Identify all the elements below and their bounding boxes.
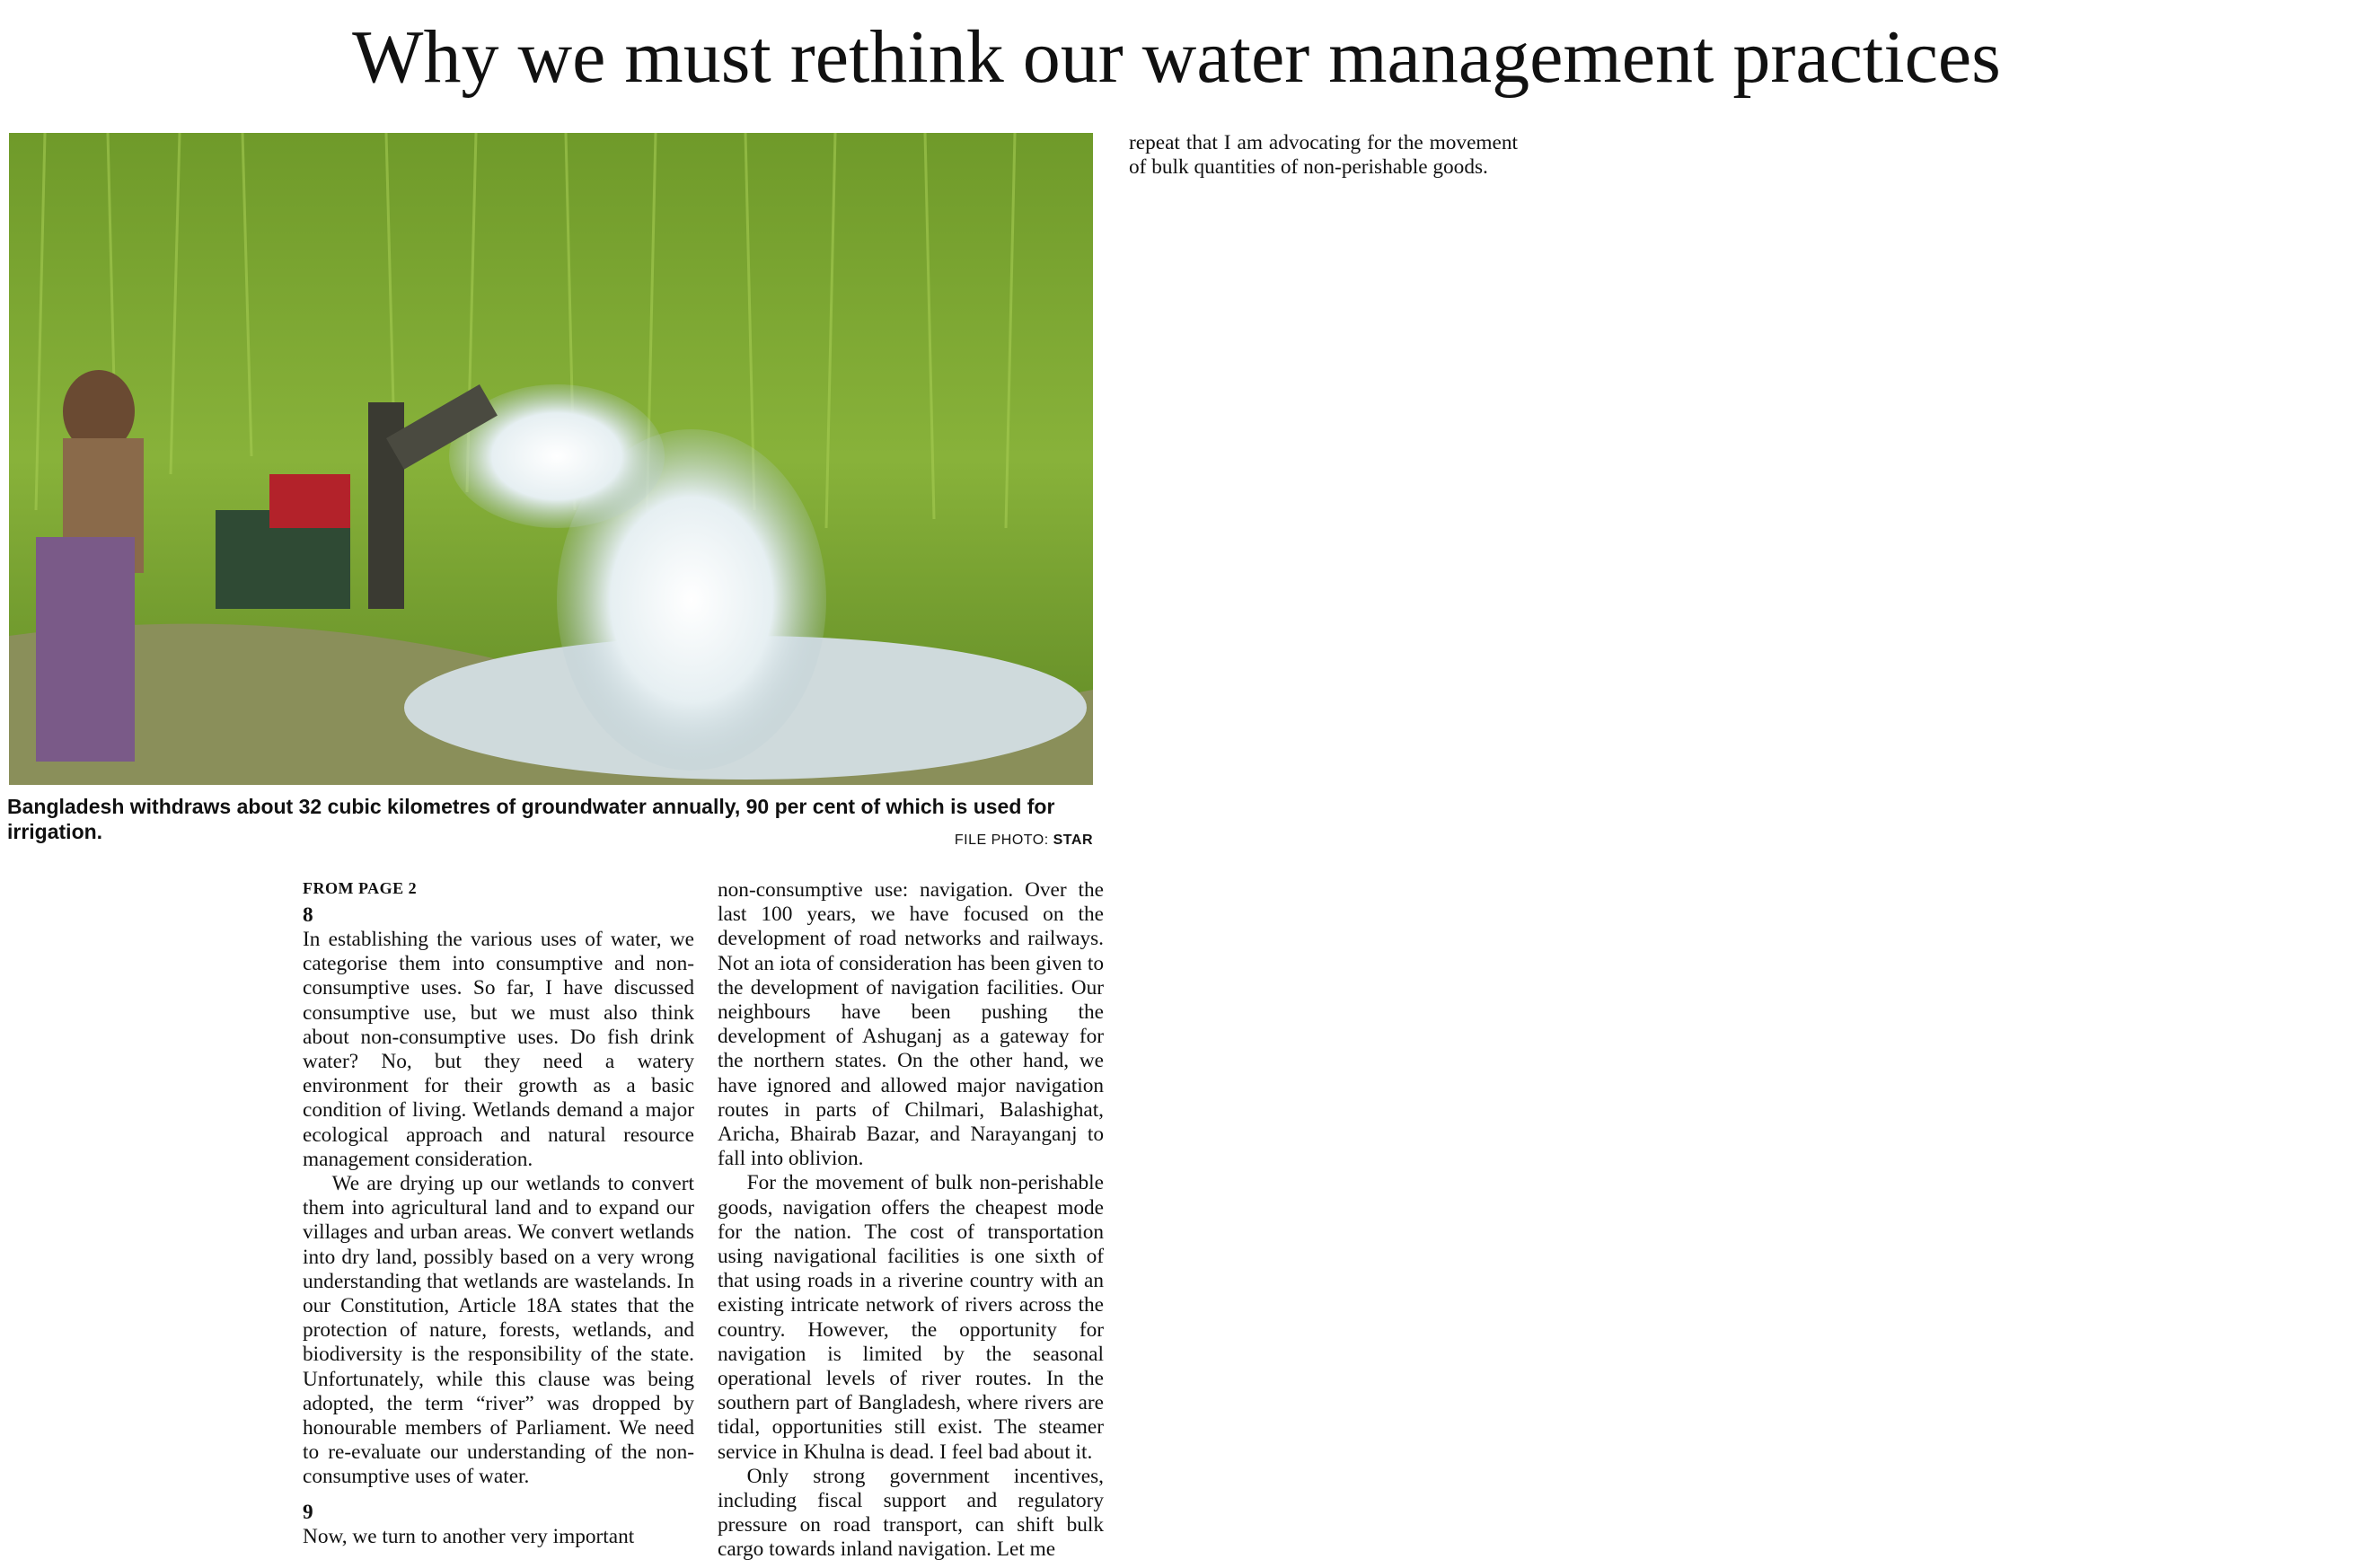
section-number-9: 9	[303, 1500, 313, 1524]
article-column-3	[1129, 131, 1518, 1568]
from-page-label: FROM PAGE 2	[303, 879, 418, 897]
article-column-4	[1543, 131, 1933, 1568]
section-8-paragraph-2: We are drying up our wetlands to convert them into agricultural land and to expand our villages and urban areas. We convert wetlands into dry land, possibly based on a very wrong understanding that wetlands are wastelands. In our Constitution, Article 18A states that the protection of nature, forests, wetlands, and biodiversity is the responsibility of the state. Unfortunately, while this clause was being adopted, the term “river” was dropped by honourable members of Parliament. We need to re-evaluate our understanding of the non-consumptive uses of water.	[303, 1172, 694, 1489]
irrigation-pump-photo	[9, 133, 1093, 785]
section-number-8: 8	[303, 903, 313, 927]
photo-credit-prefix: FILE PHOTO:	[954, 832, 1053, 848]
photo-credit-source: STAR	[1053, 832, 1093, 848]
article-column-1	[303, 878, 694, 1568]
section-9-paragraph-3: Only strong government incentives, including fiscal support and regulatory pressure on road transport, can shift bulk cargo towards inland navigation. Let me	[718, 1464, 1104, 1562]
section-9-paragraph-1: Now, we turn to another very important	[303, 1524, 635, 1548]
article-column-5	[1958, 131, 2345, 1568]
section-9-paragraph-2: For the movement of bulk non-perishable goods, navigation offers the cheapest mode for the nation. The cost of transportation using navigational facilities is one sixth of that using roads in a riverine country with an existing intricate network of rivers across the country. However, the opportunity for navigation is limited by the seasonal operational levels of river routes. In the southern part of Bangladesh, where rivers are tidal, opportunities still exist. The steamer service in Khulna is dead. I feel bad about it.	[718, 1171, 1104, 1464]
section-8-paragraph-1: In establishing the various uses of water, we categorise them into consumptive and non-consumptive uses. So far, I have discussed consumptive use, but we must also think about non-consumptive uses. Do fish drink water? No, but they need a watery environment for their growth as a basic condition of living. Wetlands demand a major ecological approach and natural resource management consideration.	[303, 928, 694, 1171]
photo-illustration	[9, 133, 1093, 785]
section-9-paragraph-1-continued: non-consumptive use: navigation. Over the last 100 years, we have focused on the development of road networks and railways. Not an iota of consideration has been given to the development of navigation facilities. Our neighbours have been pushing the development of Ashuganj as a gateway for the northern states. On the other hand, we have ignored and allowed major navigation routes in parts of Chilmari, Balashighat, Aricha, Bhairab Bazar, and Narayanganj to fall into oblivion.	[718, 878, 1104, 1171]
photo-credit	[939, 832, 1093, 850]
photo-caption: Bangladesh withdraws about 32 cubic kilometres of groundwater annually, 90 per cent of which is used for irrigation.	[7, 795, 1055, 843]
article-column-2	[718, 878, 1104, 1568]
section-9-paragraph-3-continued: repeat that I am advocating for the movement of bulk quantities of non-perishable goods.	[1129, 131, 1518, 180]
page-headline: Why we must rethink our water management practices	[352, 15, 2001, 99]
